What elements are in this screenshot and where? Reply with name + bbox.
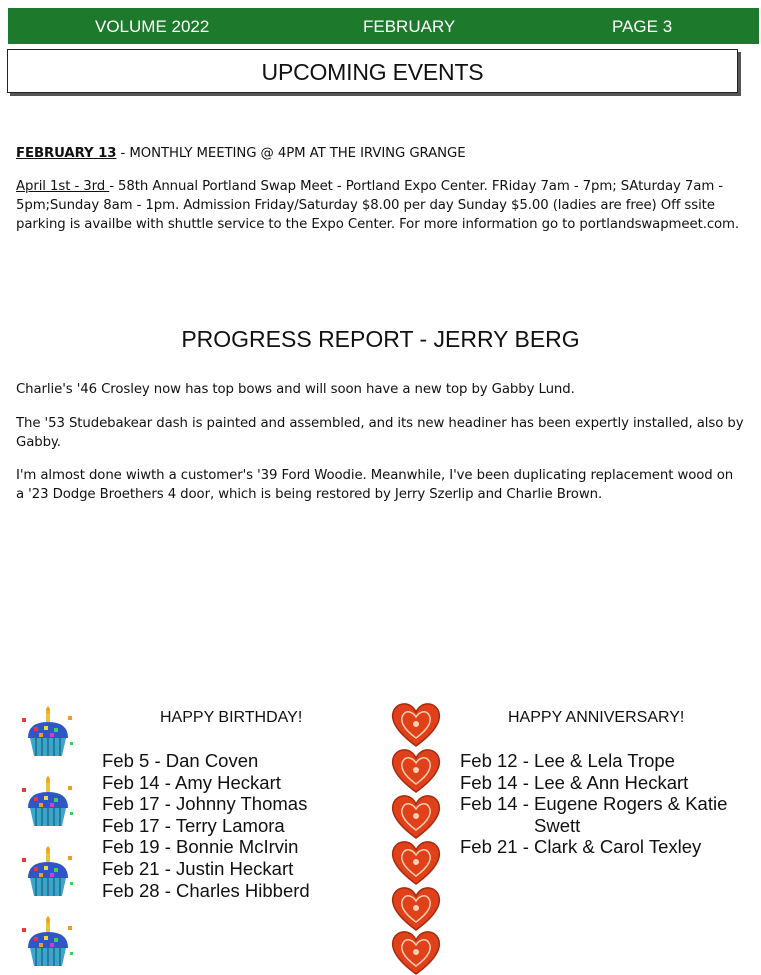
month-label: FEBRUARY: [363, 17, 456, 36]
heart-icon-column: [390, 700, 442, 975]
event-text: - MONTHLY MEETING @ 4PM AT THE IRVING GRANGE: [116, 146, 466, 161]
event-item: [16, 144, 744, 163]
list-item: Feb 17 - Terry Lamora: [102, 814, 285, 836]
progress-paragraph: I'm almost done wiwth a customer's '39 Ford Woodie. Meanwhile, I've been duplicating replacement wood on a '23 Dodge Broethers 4 door, which is being restored by Jerry Szerlip and Charlie Brown.: [16, 468, 734, 502]
header-bar: [8, 8, 759, 44]
anniversary-list: [460, 750, 727, 858]
cupcake-icon-column: [20, 700, 80, 975]
progress-report-title: PROGRESS REPORT - JERRY BERG: [181, 326, 580, 352]
volume-label: VOLUME 2022: [95, 17, 210, 36]
list-item: Feb 14 - Eugene Rogers & Katie: [460, 793, 728, 815]
cupcake-icon: [22, 706, 73, 756]
heart-icon: [393, 888, 440, 930]
birthday-list: [102, 750, 310, 901]
list-item: Feb 12 - Lee & Lela Trope: [460, 750, 675, 771]
list-item: Feb 28 - Charles Hibberd: [102, 879, 310, 901]
heart-icon: [393, 842, 440, 884]
list-item: Feb 19 - Bonnie McIrvin: [102, 836, 299, 858]
anniversary-title: HAPPY ANNIVERSARY!: [508, 709, 685, 726]
heart-icon: [393, 796, 440, 838]
upcoming-events-title-box: [7, 49, 738, 93]
progress-paragraph: The '53 Studebakear dash is painted and assembled, and its new headiner has been expertly installed, also by Gabby.: [16, 416, 744, 450]
list-item: Feb 5 - Dan Coven: [102, 750, 259, 771]
event-item: [16, 177, 744, 234]
list-item: Feb 21 - Clark & Carol Texley: [460, 836, 702, 858]
cupcake-icon: [22, 776, 73, 826]
list-item: Feb 14 - Amy Heckart: [102, 771, 281, 793]
cupcake-icon: [22, 916, 73, 966]
heart-icon: [393, 932, 440, 974]
list-item: Feb 14 - Lee & Ann Heckart: [460, 771, 689, 793]
event-date: FEBRUARY 13: [16, 146, 117, 161]
list-item: Feb 17 - Johnny Thomas: [102, 793, 308, 815]
birthday-title: HAPPY BIRTHDAY!: [160, 709, 303, 726]
upcoming-events-title: UPCOMING EVENTS: [261, 59, 484, 85]
event-text: - 58th Annual Portland Swap Meet - Portland Expo Center. FRiday 7am - 7pm; SAturday 7am - 5pm;Sunday 8am - 1pm. Admission Friday/Saturday $8.00 per day Sunday $5.00 (ladies are free) Off ssite parking is availbe with shuttle service to the Expo Center. For more information go to portlandswapmeet.com.: [16, 179, 740, 232]
event-date: April 1st - 3rd: [16, 179, 110, 194]
list-item: Feb 21 - Justin Heckart: [102, 857, 294, 879]
page-number: PAGE 3: [612, 17, 673, 36]
heart-icon: [393, 704, 440, 746]
heart-icon: [393, 750, 440, 792]
list-item-continuation: Swett: [534, 814, 581, 836]
progress-paragraph: Charlie's '46 Crosley now has top bows and will soon have a new top by Gabby Lund.: [16, 382, 575, 397]
cupcake-icon: [22, 846, 73, 896]
